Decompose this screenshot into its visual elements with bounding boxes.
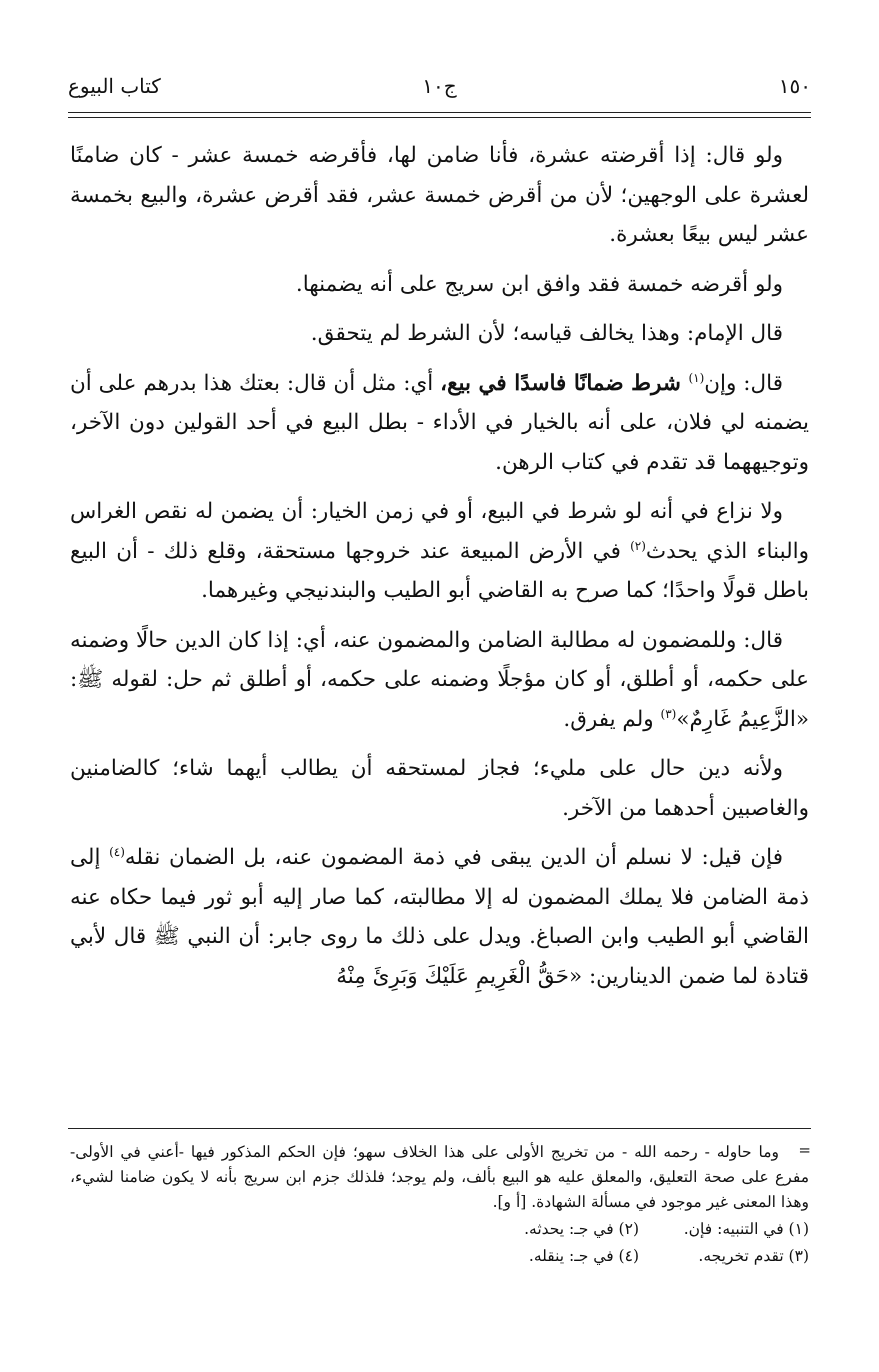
footnote: (٣) تقدم تخريجه. — [698, 1247, 809, 1265]
volume-label: ج١٠ — [422, 74, 457, 98]
paragraph: ولأنه دين حال على مليء؛ فجاز لمستحقه أن يطالب أيهما شاء؛ كالضامنين والغاصبين أحدهما من الآخر. — [70, 756, 809, 821]
book-title: كتاب البيوع — [68, 74, 161, 98]
footnote-ref: (٢) — [630, 538, 646, 553]
paragraph: ولو أقرضه خمسة فقد وافق ابن سريج على أنه يضمنها. — [295, 271, 783, 297]
footnote-row — [70, 1244, 809, 1269]
header-rule — [68, 112, 811, 113]
page-header — [68, 74, 811, 110]
paragraph: قال: وإن$^{(١)}$ شرط ضمانًا فاسدًا في بيع، أي: مثل أن قال: بعتك هذا بدرهم على أن يضمنه لي فلان، على أنه بالخيار في الأداء - بطل البيع في أحد القولين دون الآخر، وتوجيههما قد تقدم في كتاب الرهن. — [70, 370, 809, 475]
paragraph: قال الإمام: وهذا يخالف قياسه؛ لأن الشرط لم يتحقق. — [310, 321, 783, 346]
paragraph: ولو قال: إذا أقرضته عشرة، فأنا ضامن لها، فأقرضه خمسة عشر - كان ضامنًا لعشرة على الوجهين؛ لأن من أقرض خمسة عشر، فقد أقرض عشرة، والبيع بخمسة عشر ليس بيعًا بعشرة. — [70, 143, 809, 247]
footnote-ref: (٤) — [109, 844, 125, 859]
bold-phrase: شرط ضمانًا فاسدًا في بيع، — [440, 370, 689, 396]
footnote: (٢) في جـ: يحدثه. — [524, 1220, 639, 1238]
footnote-ref: (١) — [688, 370, 705, 385]
footnote-rule — [68, 1128, 811, 1129]
paragraph: ولا نزاع في أنه لو شرط في البيع، أو في زمن الخيار: أن يضمن له نقص الغراس والبناء الذي يحدث$^{(٢)}$ في الأرض المبيعة عند خروجها مستحقة، وقلع ذلك - أن البيع باطل قولًا واحدًا؛ كما صرح به القاضي أبو الطيب والبندنيجي وغيرهما. — [70, 499, 809, 603]
page-number: ١٥٠ — [778, 74, 811, 98]
main-text — [70, 136, 809, 1006]
footnote: (٤) في جـ: ينقله. — [528, 1247, 639, 1265]
paragraph: فإن قيل: لا نسلم أن الدين يبقى في ذمة المضمون عنه، بل الضمان نقله$^{(٤)}$ إلى ذمة الضامن فلا يملك المضمون له إلا مطالبته، كما صار إليه أبو ثور فيما حكاه عنه القاضي أبو الطيب وابن الصباغ. ويدل على ذلك ما روى جابر: أن النبي ﷺ قال لأبي قتادة لما ضمن الدينارين: «حَقُّ الْغَرِيمِ عَلَيْكَ وَبَرِئَ مِنْهُ — [70, 844, 809, 989]
footnotes — [70, 1140, 809, 1269]
footnote: (١) في التنبيه: فإن. — [683, 1220, 809, 1238]
continuation-mark: = — [798, 1141, 811, 1159]
footnote-ref: (٣) — [660, 706, 677, 721]
footnote-row — [70, 1217, 809, 1242]
footnote-continuation: وما حاوله - رحمه الله - من تخريج الأولى على هذا الخلاف سهو؛ فإن الحكم المذكور فيها -أعني في الأولى- مفرع على صحة التعليق، والمعلق عليه هو البيع بألف، ولم يوجد؛ فلذلك جزم ابن سريج بأنه لا يكون ضامنا لشيء، وهذا المعنى غير موجود في مسألة الشهادة. [أ و]. — [70, 1143, 809, 1211]
header-rule-thin — [68, 117, 811, 118]
paragraph: قال: وللمضمون له مطالبة الضامن والمضمون عنه، أي: إذا كان الدين حالًا وضمنه على حكمه، أو أطلق، أو كان مؤجلًا وضمنه على حكمه، أو أطلق ثم حل: لقوله ﷺ: «الزَّعِيمُ غَارِمٌ»$^{(٣)}$ ولم يفرق. — [70, 627, 809, 732]
